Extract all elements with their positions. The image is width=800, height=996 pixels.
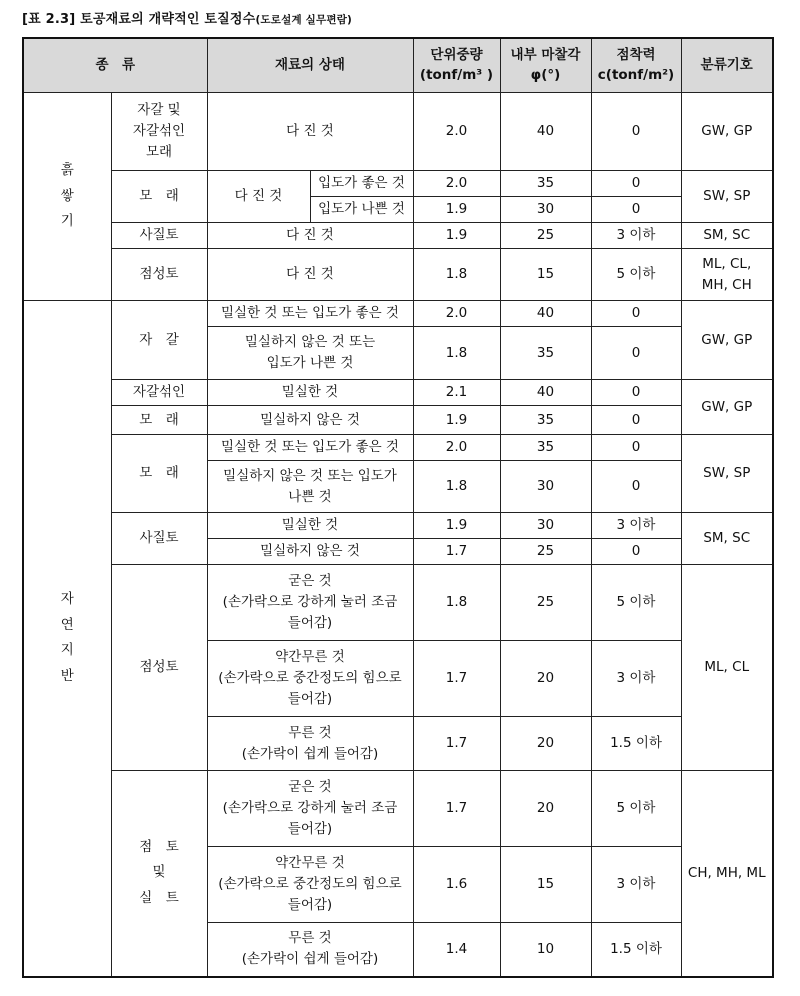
symbol-cell: CH, MH, ML xyxy=(681,771,773,977)
state-cell: 밀실한 것 또는 입도가 좋은 것 xyxy=(207,435,413,461)
table-row xyxy=(23,406,773,435)
state-cell: 밀실하지 않은 것 또는 입도가 나쁜 것 xyxy=(207,461,413,513)
cohesion-cell: 0 xyxy=(591,435,681,461)
cohesion-cell: 5 이하 xyxy=(591,249,681,301)
table-row xyxy=(23,435,773,461)
cohesion-cell: 0 xyxy=(591,171,681,197)
state-cell: 다 진 것 xyxy=(207,93,413,171)
material-cell: 모 래 xyxy=(111,171,207,223)
table-caption xyxy=(22,8,352,27)
phi-cell: 20 xyxy=(500,641,591,717)
symbol-cell: GW, GP xyxy=(681,380,773,435)
state-cell: 무른 것 (손가락이 쉽게 들어감) xyxy=(207,923,413,977)
header-kind: 종 류 xyxy=(23,38,207,93)
state-cell: 굳은 것 (손가락으로 강하게 눌러 조금 들어감) xyxy=(207,565,413,641)
cohesion-cell: 1.5 이하 xyxy=(591,717,681,771)
symbol-cell: ML, CL xyxy=(681,565,773,771)
material-cell: 점 토 및 실 트 xyxy=(111,771,207,977)
state-cell: 다 진 것 xyxy=(207,171,310,223)
state-cell: 굳은 것 (손가락으로 강하게 눌러 조금 들어감) xyxy=(207,771,413,847)
material-cell: 자갈 및 자갈섞인 모래 xyxy=(111,93,207,171)
table-row xyxy=(23,93,773,171)
table-row xyxy=(23,771,773,847)
state-cell: 밀실한 것 xyxy=(207,380,413,406)
weight-cell: 2.0 xyxy=(413,435,500,461)
cohesion-cell: 0 xyxy=(591,301,681,327)
weight-cell: 2.0 xyxy=(413,93,500,171)
state-cell: 밀실하지 않은 것 또는 입도가 나쁜 것 xyxy=(207,327,413,380)
cohesion-cell: 5 이하 xyxy=(591,771,681,847)
table-row xyxy=(23,249,773,301)
state-cell: 밀실하지 않은 것 xyxy=(207,406,413,435)
weight-cell: 1.7 xyxy=(413,771,500,847)
phi-cell: 35 xyxy=(500,406,591,435)
caption-main: [표 2.3] 토공재료의 개략적인 토질정수 xyxy=(22,12,256,27)
cohesion-cell: 0 xyxy=(591,380,681,406)
weight-cell: 1.8 xyxy=(413,249,500,301)
table-row xyxy=(23,301,773,327)
state-cell: 밀실한 것 xyxy=(207,513,413,539)
table-row xyxy=(23,513,773,539)
material-cell: 모 래 xyxy=(111,435,207,513)
phi-cell: 25 xyxy=(500,565,591,641)
phi-cell: 20 xyxy=(500,771,591,847)
phi-cell: 35 xyxy=(500,327,591,380)
phi-cell: 30 xyxy=(500,461,591,513)
cohesion-cell: 3 이하 xyxy=(591,847,681,923)
cohesion-cell: 3 이하 xyxy=(591,513,681,539)
state-cell: 다 진 것 xyxy=(207,249,413,301)
weight-cell: 1.9 xyxy=(413,513,500,539)
phi-cell: 30 xyxy=(500,513,591,539)
cohesion-cell: 5 이하 xyxy=(591,565,681,641)
weight-cell: 1.8 xyxy=(413,327,500,380)
symbol-cell: SM, SC xyxy=(681,223,773,249)
phi-cell: 30 xyxy=(500,197,591,223)
symbol-cell: SW, SP xyxy=(681,435,773,513)
soil-constants-table xyxy=(22,37,774,978)
weight-cell: 1.7 xyxy=(413,641,500,717)
phi-cell: 40 xyxy=(500,380,591,406)
phi-cell: 40 xyxy=(500,301,591,327)
state-cell: 밀실하지 않은 것 xyxy=(207,539,413,565)
symbol-cell: SM, SC xyxy=(681,513,773,565)
cohesion-cell: 3 이하 xyxy=(591,641,681,717)
material-cell: 점성토 xyxy=(111,249,207,301)
phi-cell: 40 xyxy=(500,93,591,171)
phi-cell: 35 xyxy=(500,435,591,461)
phi-cell: 20 xyxy=(500,717,591,771)
cohesion-cell: 0 xyxy=(591,197,681,223)
cohesion-cell: 0 xyxy=(591,93,681,171)
phi-cell: 25 xyxy=(500,223,591,249)
header-unit-weight: 단위중량 (tonf/m³ ) xyxy=(413,38,500,93)
table-row xyxy=(23,171,773,197)
phi-cell: 15 xyxy=(500,847,591,923)
caption-source: (도로설계 실무편람) xyxy=(255,14,353,26)
group-natural-ground: 자 연 지 반 xyxy=(23,301,111,977)
symbol-cell: SW, SP xyxy=(681,171,773,223)
state-cell: 밀실한 것 또는 입도가 좋은 것 xyxy=(207,301,413,327)
weight-cell: 1.7 xyxy=(413,717,500,771)
material-cell: 사질토 xyxy=(111,513,207,565)
phi-cell: 35 xyxy=(500,171,591,197)
material-cell: 사질토 xyxy=(111,223,207,249)
symbol-cell: GW, GP xyxy=(681,301,773,380)
material-cell: 자 갈 xyxy=(111,301,207,380)
weight-cell: 1.6 xyxy=(413,847,500,923)
cohesion-cell: 0 xyxy=(591,327,681,380)
weight-cell: 1.9 xyxy=(413,406,500,435)
substate-cell: 입도가 좋은 것 xyxy=(310,171,413,197)
weight-cell: 1.8 xyxy=(413,565,500,641)
substate-cell: 입도가 나쁜 것 xyxy=(310,197,413,223)
table-row xyxy=(23,380,773,406)
state-cell: 약간무른 것 (손가락으로 중간정도의 힘으로 들어감) xyxy=(207,641,413,717)
symbol-cell: ML, CL, MH, CH xyxy=(681,249,773,301)
cohesion-cell: 0 xyxy=(591,461,681,513)
weight-cell: 1.9 xyxy=(413,223,500,249)
state-cell: 무른 것 (손가락이 쉽게 들어감) xyxy=(207,717,413,771)
header-cohesion: 점착력 c(tonf/m²) xyxy=(591,38,681,93)
material-cell: 자갈섞인 xyxy=(111,380,207,406)
weight-cell: 2.1 xyxy=(413,380,500,406)
weight-cell: 2.0 xyxy=(413,301,500,327)
cohesion-cell: 0 xyxy=(591,539,681,565)
material-cell: 점성토 xyxy=(111,565,207,771)
cohesion-cell: 3 이하 xyxy=(591,223,681,249)
phi-cell: 10 xyxy=(500,923,591,977)
cohesion-cell: 0 xyxy=(591,406,681,435)
material-cell: 모 래 xyxy=(111,406,207,435)
header-state: 재료의 상태 xyxy=(207,38,413,93)
phi-cell: 25 xyxy=(500,539,591,565)
header-symbol: 분류기호 xyxy=(681,38,773,93)
table-row xyxy=(23,565,773,641)
state-cell: 약간무른 것 (손가락으로 중간정도의 힘으로 들어감) xyxy=(207,847,413,923)
symbol-cell: GW, GP xyxy=(681,93,773,171)
table-row xyxy=(23,223,773,249)
group-embankment: 흙 쌓 기 xyxy=(23,93,111,301)
cohesion-cell: 1.5 이하 xyxy=(591,923,681,977)
weight-cell: 2.0 xyxy=(413,171,500,197)
state-cell: 다 진 것 xyxy=(207,223,413,249)
header-row xyxy=(23,38,773,93)
weight-cell: 1.4 xyxy=(413,923,500,977)
header-friction-angle: 내부 마찰각 φ(°) xyxy=(500,38,591,93)
weight-cell: 1.9 xyxy=(413,197,500,223)
phi-cell: 15 xyxy=(500,249,591,301)
weight-cell: 1.8 xyxy=(413,461,500,513)
weight-cell: 1.7 xyxy=(413,539,500,565)
